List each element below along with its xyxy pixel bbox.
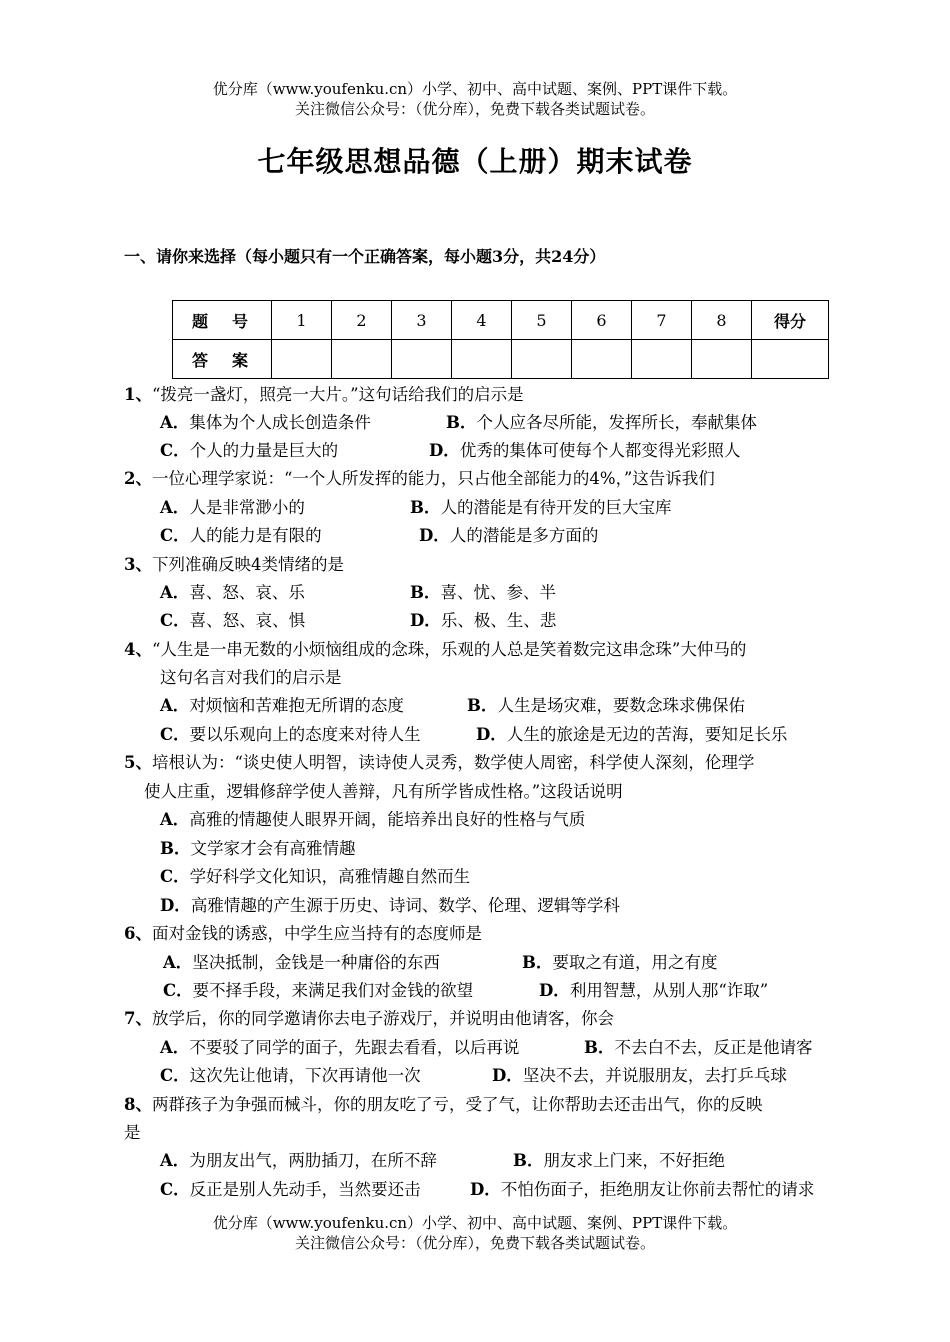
question-6-option-a: A．坚决抵制，金钱是一种庸俗的东西 bbox=[163, 953, 440, 972]
question-4-option-d: D．人生的旅途是无边的苦海，要知足长乐 bbox=[476, 725, 788, 744]
question-3-option-d: D．乐、极、生、悲 bbox=[410, 611, 557, 630]
answer-cell-3[interactable] bbox=[392, 340, 452, 379]
question-4-option-b: B．人生是场灾难，要数念珠求佛保佑 bbox=[467, 696, 745, 715]
question-8-option-a: A．为朋友出气，两肋插刀，在所不辞 bbox=[160, 1151, 437, 1170]
answer-table-answer-row bbox=[173, 340, 829, 379]
question-1-option-d: D．优秀的集体可使每个人都变得光彩照人 bbox=[429, 441, 741, 460]
question-6-option-c: C．要不择手段，来满足我们对金钱的欲望 bbox=[163, 981, 474, 1000]
answer-cell-2[interactable] bbox=[332, 340, 392, 379]
question-5-stem: 5、培根认为：“谈史使人明智，读诗使人灵秀，数学使人周密，科学使人深刻，伦理学 bbox=[124, 753, 755, 772]
score-cell[interactable] bbox=[752, 340, 829, 379]
question-5-option-d: D．高雅情趣的产生源于历史、诗词、数学、伦理、逻辑等学科 bbox=[160, 896, 620, 915]
table-col-2: 2 bbox=[332, 301, 392, 340]
question-1-option-a: A．集体为个人成长创造条件 bbox=[160, 413, 371, 432]
answer-cell-7[interactable] bbox=[632, 340, 692, 379]
page-title: 七年级思想品德（上册）期末试卷 bbox=[257, 145, 693, 178]
table-col-6: 6 bbox=[572, 301, 632, 340]
question-7-option-d: D．坚决不去，并说服朋友，去打乒乓球 bbox=[492, 1066, 787, 1085]
question-4-stem: 4、“人生是一串无数的小烦恼组成的念珠，乐观的人总是笑着数完这串念珠”大仲马的 bbox=[124, 640, 747, 659]
question-1-stem: 1、“拨亮一盏灯，照亮一大片。”这句话给我们的启示是 bbox=[124, 385, 524, 404]
table-col-5: 5 bbox=[512, 301, 572, 340]
section-heading: 一、请你来选择（每小题只有一个正确答案，每小题3分，共24分） bbox=[124, 247, 606, 266]
question-2-option-c: C．人的能力是有限的 bbox=[160, 526, 322, 545]
question-8-option-c: C．反正是别人先动手，当然要还击 bbox=[160, 1180, 421, 1199]
answer-cell-8[interactable] bbox=[692, 340, 752, 379]
question-8-stem-cont: 是 bbox=[124, 1123, 141, 1142]
question-3-option-a: A．喜、怒、哀、乐 bbox=[160, 583, 305, 602]
header-line-2: 关注微信公众号：（优分库），免费下载各类试题试卷。 bbox=[294, 100, 655, 118]
question-6-option-b: B．要取之有道，用之有度 bbox=[522, 953, 718, 972]
table-col-4: 4 bbox=[452, 301, 512, 340]
question-8-option-d: D．不怕伤面子，拒绝朋友让你前去帮忙的请求 bbox=[470, 1180, 815, 1199]
table-col-3: 3 bbox=[392, 301, 452, 340]
answer-cell-6[interactable] bbox=[572, 340, 632, 379]
question-7-option-c: C．这次先让他请，下次再请他一次 bbox=[160, 1066, 421, 1085]
question-8-stem: 8、两群孩子为争强而械斗，你的朋友吃了亏，受了气，让你帮助去还击出气，你的反映 bbox=[124, 1095, 763, 1114]
header-line-1: 优分库（www.youfenku.cn）小学、初中、高中试题、案例、PPT课件下载。 bbox=[212, 80, 738, 98]
table-col-8: 8 bbox=[692, 301, 752, 340]
question-2-stem: 2、一位心理学家说：“一个人所发挥的能力，只占他全部能力的4%，”这告诉我们 bbox=[124, 469, 715, 488]
score-label: 得分 bbox=[752, 301, 829, 340]
answer-table bbox=[172, 300, 829, 379]
question-8-option-b: B．朋友求上门来，不好拒绝 bbox=[513, 1151, 725, 1170]
question-1-option-b: B．个人应各尽所能，发挥所长，奉献集体 bbox=[446, 413, 757, 432]
question-5-stem-cont: 使人庄重，逻辑修辞学使人善辩，凡有所学皆成性格。”这段话说明 bbox=[144, 782, 623, 801]
question-3-option-b: B．喜、忧、参、半 bbox=[410, 583, 556, 602]
table-col-1: 1 bbox=[272, 301, 332, 340]
question-5-option-a: A．高雅的情趣使人眼界开阔，能培养出良好的性格与气质 bbox=[160, 810, 586, 829]
answer-cell-1[interactable] bbox=[272, 340, 332, 379]
question-3-stem: 3、下列准确反映4类情绪的是 bbox=[124, 555, 344, 574]
question-4-option-c: C．要以乐观向上的态度来对待人生 bbox=[160, 725, 421, 744]
question-7-option-b: B．不去白不去，反正是他请客 bbox=[584, 1038, 813, 1057]
answer-cell-4[interactable] bbox=[452, 340, 512, 379]
question-6-option-d: D．利用智慧，从别人那“诈取” bbox=[539, 981, 769, 1000]
footer-line-1: 优分库（www.youfenku.cn）小学、初中、高中试题、案例、PPT课件下载。 bbox=[212, 1214, 738, 1232]
answer-label: 答 案 bbox=[173, 340, 272, 379]
question-5-option-b: B．文学家才会有高雅情趣 bbox=[160, 839, 356, 858]
question-5-option-c: C．学好科学文化知识，高雅情趣自然而生 bbox=[160, 867, 471, 886]
question-6-stem: 6、面对金钱的诱惑，中学生应当持有的态度师是 bbox=[124, 924, 482, 943]
answer-cell-5[interactable] bbox=[512, 340, 572, 379]
question-number-label: 题 号 bbox=[173, 301, 272, 340]
question-2-option-a: A．人是非常渺小的 bbox=[160, 498, 305, 517]
table-col-7: 7 bbox=[632, 301, 692, 340]
question-3-option-c: C．喜、怒、哀、惧 bbox=[160, 611, 306, 630]
question-2-option-b: B．人的潜能是有待开发的巨大宝库 bbox=[410, 498, 672, 517]
question-7-option-a: A．不要驳了同学的面子，先跟去看看，以后再说 bbox=[160, 1038, 520, 1057]
question-4-option-a: A．对烦恼和苦难抱无所谓的态度 bbox=[160, 696, 404, 715]
answer-table-header-row bbox=[173, 301, 829, 340]
footer-line-2: 关注微信公众号：（优分库），免费下载各类试题试卷。 bbox=[294, 1234, 655, 1252]
question-4-stem-cont: 这句名言对我们的启示是 bbox=[160, 668, 342, 687]
question-1-option-c: C．个人的力量是巨大的 bbox=[160, 441, 339, 460]
question-2-option-d: D．人的潜能是多方面的 bbox=[419, 526, 599, 545]
question-7-stem: 7、放学后，你的同学邀请你去电子游戏厅，并说明由他请客，你会 bbox=[124, 1009, 614, 1028]
